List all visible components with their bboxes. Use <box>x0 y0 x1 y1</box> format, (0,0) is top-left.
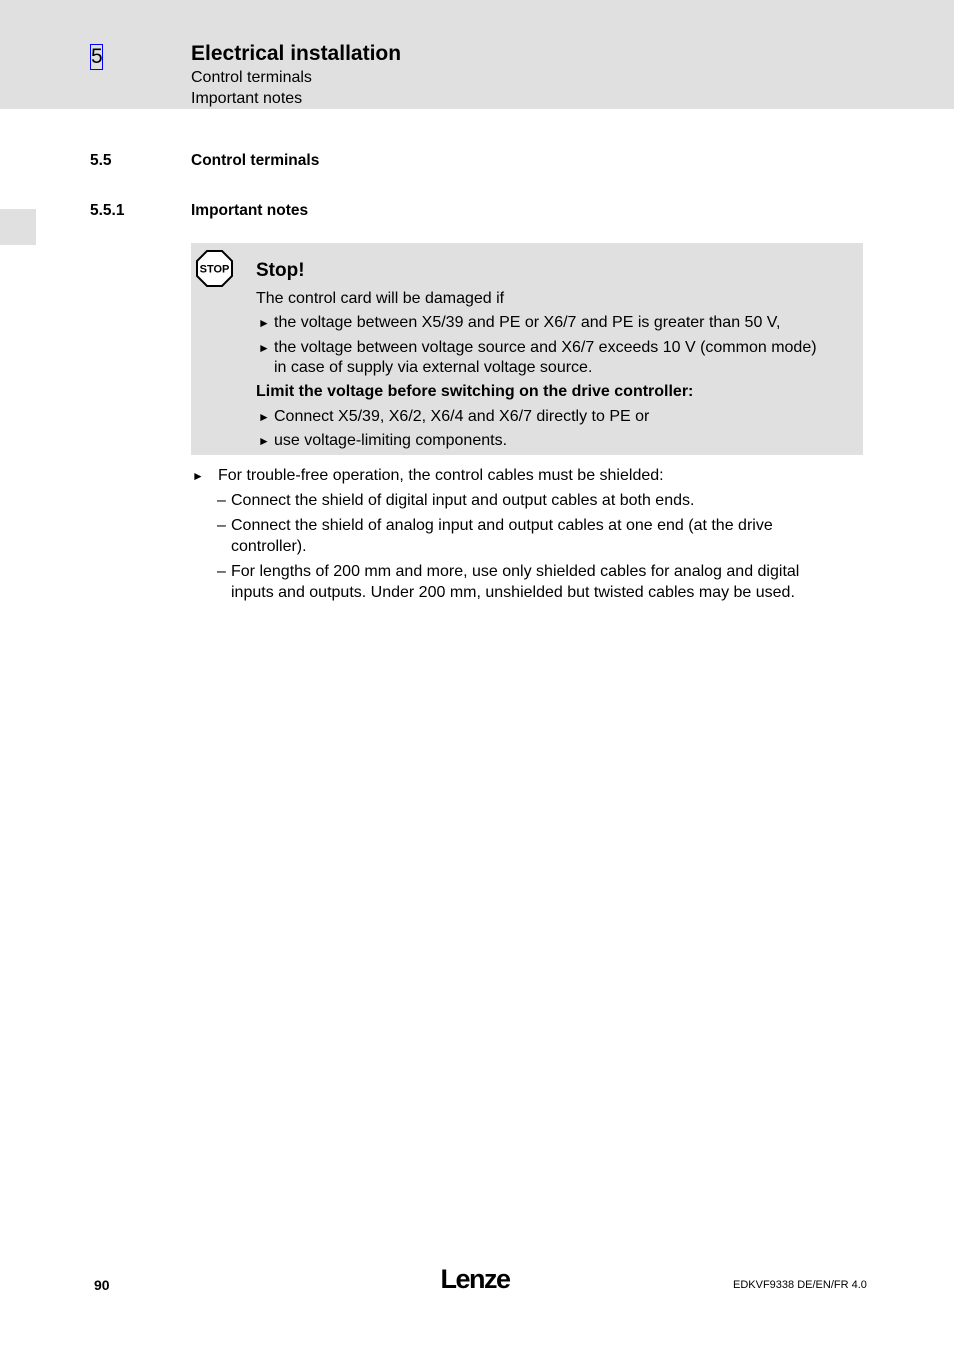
bullet-triangle-icon: ► <box>258 410 270 424</box>
stop-intro: The control card will be damaged if <box>256 290 505 307</box>
bullet-triangle-icon: ► <box>192 469 204 483</box>
dash-item-3-cont: inputs and outputs. Under 200 mm, unshielded but twisted cables may be used. <box>231 584 795 601</box>
stop-sign-text: STOP <box>199 263 230 276</box>
subsection-number: 5.5.1 <box>90 202 125 219</box>
breadcrumb-subsection: Important notes <box>191 90 303 107</box>
lenze-logo <box>436 1265 514 1293</box>
section-number: 5.5 <box>90 152 112 169</box>
svg-text:Lenze: Lenze <box>440 1265 510 1293</box>
chapter-title: Electrical installation <box>191 42 402 65</box>
main-list-item: For trouble-free operation, the control cables must be shielded: <box>218 467 664 484</box>
dash-item-1: Connect the shield of digital input and output cables at both ends. <box>231 492 695 509</box>
section-title: Control terminals <box>191 152 320 169</box>
stop-action-1: Connect X5/39, X6/2, X6/4 and X6/7 directly to PE or <box>274 408 650 425</box>
dash-icon: – <box>217 492 226 509</box>
stop-action-2: use voltage-limiting components. <box>274 432 508 449</box>
chapter-side-tab <box>0 209 36 245</box>
stop-sign-icon <box>196 250 233 287</box>
document-id: EDKVF9338 DE/EN/FR 4.0 <box>733 1279 867 1291</box>
stop-bullet-1: the voltage between X5/39 and PE or X6/7 and PE is greater than 50 V, <box>274 314 781 331</box>
dash-item-2: Connect the shield of analog input and output cables at one end (at the drive <box>231 517 773 534</box>
header-band <box>0 0 954 109</box>
dash-item-2-cont: controller). <box>231 538 307 555</box>
stop-bullet-2-cont: in case of supply via external voltage source. <box>274 359 593 376</box>
bullet-triangle-icon: ► <box>258 341 270 355</box>
dash-icon: – <box>217 517 226 534</box>
bullet-triangle-icon: ► <box>258 434 270 448</box>
dash-item-3: For lengths of 200 mm and more, use only shielded cables for analog and digital <box>231 563 800 580</box>
stop-action-heading: Limit the voltage before switching on the drive controller: <box>256 383 694 400</box>
stop-bullet-2: the voltage between voltage source and X6/7 exceeds 10 V (common mode) <box>274 339 817 356</box>
stop-title: Stop! <box>256 260 305 281</box>
dash-icon: – <box>217 563 226 580</box>
breadcrumb-section: Control terminals <box>191 69 312 86</box>
chapter-number[interactable]: 5 <box>91 45 103 68</box>
page-number: 90 <box>94 1277 110 1293</box>
bullet-triangle-icon: ► <box>258 316 270 330</box>
subsection-title: Important notes <box>191 202 309 219</box>
